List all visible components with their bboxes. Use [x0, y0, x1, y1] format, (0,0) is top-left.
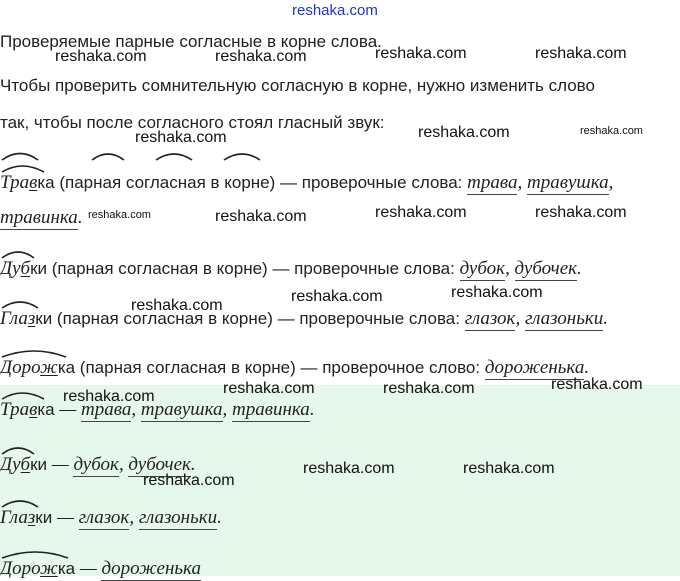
watermark: reshaka.com	[63, 388, 155, 405]
watermark: reshaka.com	[215, 48, 307, 65]
intro-line-1: Чтобы проверить сомнительную согласную в корне, нужно изменить слово	[0, 76, 595, 95]
answer-word: Дуб	[0, 454, 31, 475]
watermark: reshaka.com	[535, 204, 627, 221]
watermark: reshaka.com	[375, 204, 467, 221]
example-travka-cont: травинка.	[0, 207, 83, 228]
watermark: reshaka.com	[143, 472, 235, 489]
watermark: reshaka.com	[215, 208, 307, 225]
answer-word: Глаз	[0, 507, 36, 528]
watermark: reshaka.com	[88, 209, 151, 221]
watermark: reshaka.com	[580, 125, 643, 137]
example-glazki: Глазки (парная согласная в корне) — проверочные слова: глазок, глазоньки.	[0, 308, 608, 329]
example-dubki: Дубки (парная согласная в корне) — проверочные слова: дубок, дубочек.	[0, 258, 582, 279]
watermark: reshaka.com	[418, 124, 510, 141]
example-word: Дуб	[0, 258, 31, 279]
answer-word: Трав	[0, 399, 38, 420]
watermark: reshaka.com	[551, 376, 643, 393]
answer-travka: Травка — трава, травушка, травинка.	[0, 399, 315, 420]
watermark: reshaka.com	[383, 380, 475, 397]
answer-dorozhka: Дорожка — дороженька	[0, 558, 201, 579]
example-word: Трав	[0, 172, 38, 193]
watermark: reshaka.com	[303, 460, 395, 477]
answer-word: Дорож	[0, 558, 58, 579]
answer-glazki: Глазки — глазок, глазоньки.	[0, 507, 222, 528]
watermark: reshaka.com	[135, 129, 227, 146]
watermark: reshaka.com	[463, 460, 555, 477]
watermark: reshaka.com	[131, 297, 223, 314]
example-travka: Травка (парная согласная в корне) — проверочные слова: трава, травушка,	[0, 172, 614, 193]
answer-dubki: Дубки — дубок, дубочек.	[0, 454, 196, 475]
site-watermark-top: reshaka.com	[292, 2, 378, 19]
example-word: Глаз	[0, 308, 36, 329]
watermark: reshaka.com	[55, 48, 147, 65]
watermark: reshaka.com	[375, 45, 467, 62]
watermark: reshaka.com	[535, 45, 627, 62]
example-word: Дорож	[0, 357, 58, 378]
example-dorozhka: Дорожка (парная согласная в корне) — проверочное слово: дороженька.	[0, 357, 590, 378]
watermark: reshaka.com	[451, 284, 543, 301]
section-heading: Проверяемые парные согласные в корне слова.	[0, 32, 382, 51]
intro-line-2: так, чтобы после согласного стоял гласный звук:	[0, 113, 385, 132]
watermark: reshaka.com	[223, 380, 315, 397]
watermark: reshaka.com	[291, 288, 383, 305]
